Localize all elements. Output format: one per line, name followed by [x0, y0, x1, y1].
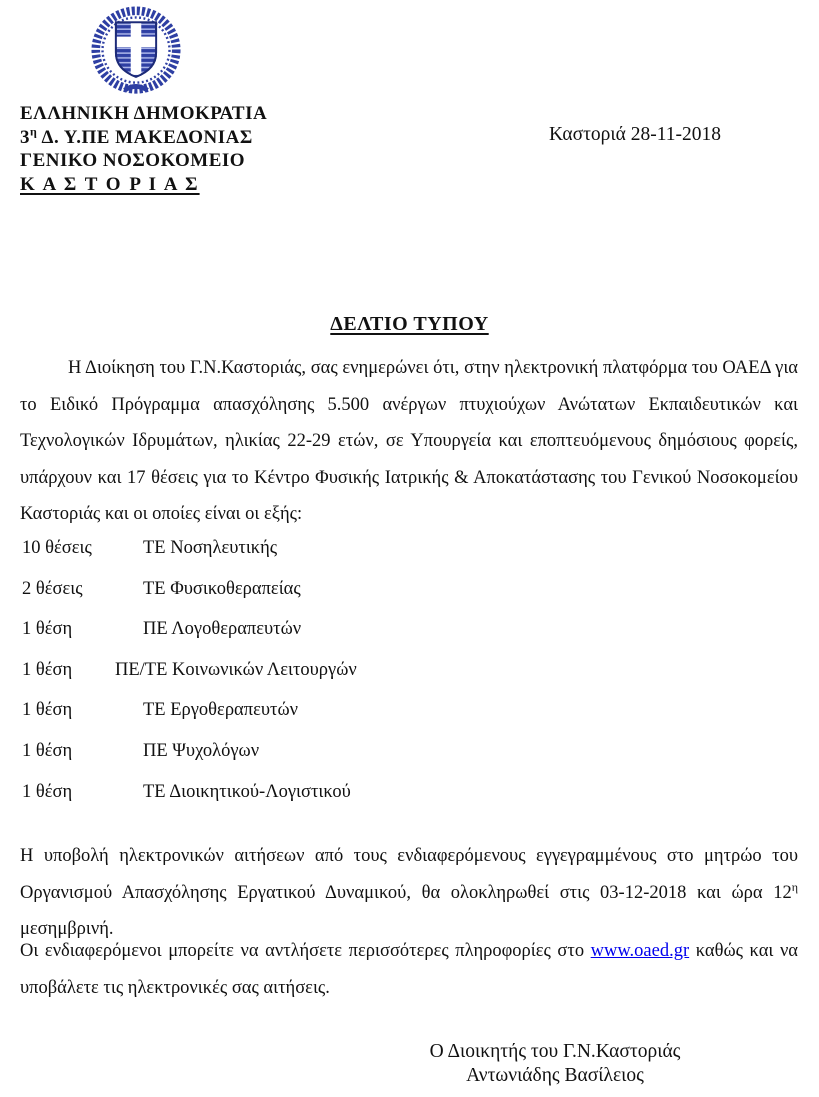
signature-name: Αντωνιάδης Βασίλειος [466, 1064, 644, 1086]
position-specialty: ΤΕ Διοικητικού-Λογιστικού [143, 781, 351, 802]
org-line-general-hospital: ΓΕΝΙΚΟ ΝΟΣΟΚΟΜΕΙΟ [20, 150, 246, 171]
position-row [0, 528, 819, 569]
superscript-eta: η [30, 124, 38, 139]
position-row [0, 569, 819, 610]
oaed-link[interactable]: www.oaed.gr [590, 941, 690, 961]
position-row [0, 690, 819, 731]
position-count: 1 θέση [22, 659, 73, 680]
signature-title: Ο Διοικητής του Γ.Ν.Καστοριάς [429, 1041, 681, 1062]
position-specialty: ΤΕ Νοσηλευτικής [143, 538, 278, 558]
document-title: ΔΕΛΤΙΟ ΤΥΠΟΥ [330, 313, 489, 335]
position-row [0, 731, 819, 772]
position-count: 1 θέση [22, 781, 73, 802]
position-row [0, 772, 819, 813]
deadline-paragraph: Η υποβολή ηλεκτρονικών αιτήσεων από τους ενδιαφερόμενους εγγεγραμμένους στο μητρώο του Οργανισμού Απασχόλησης Εργατικού Δυναμικού, θα ολοκληρωθεί στις 03-12-2018 και ώρα $12^\eta$ μεσημβρινή. [20, 846, 798, 939]
info-paragraph: Οι ενδιαφερόμενοι μπορείτε να αντλήσετε περισσότερες πληροφορίες στο www.oaed.gr καθώς και να υποβάλετε τις ηλεκτρονικές σας αιτήσεις. [20, 941, 799, 998]
intro-paragraph: Η Διοίκηση του Γ.Ν.Καστοριάς, σας ενημερώνει ότι, στην ηλεκτρονική πλατφόρμα του ΟΑΕΔ για το Ειδικό Πρόγραμμα απασχόλησης 5.500 ανέργων πτυχιούχων Ανώτατων Εκπαιδευτικών και Τεχνολογικών Ιδρυμάτων, ηλικίας 22-29 ετών, σε Υπουργεία και εποπτευόμενους δημόσιους φορείς, υπάρχουν και 17 θέσεις για το Κέντρο Φυσικής Ιατρικής & Αποκατάστασης του Γενικού Νοσοκομείου Καστοριάς και οι οποίες είναι οι εξής: [20, 358, 798, 524]
position-count: 2 θέσεις [22, 578, 83, 599]
position-specialty: ΠΕ Ψυχολόγων [143, 740, 260, 761]
position-specialty: ΠΕ/ΤΕ Κοινωνικών Λειτουργών [115, 659, 357, 680]
position-row [0, 650, 819, 691]
greek-coat-of-arms-icon [88, 6, 184, 96]
positions-list [0, 528, 819, 812]
position-specialty: ΤΕ Εργοθεραπευτών [143, 700, 298, 721]
org-line-kastorias: Κ Α Σ Τ Ο Ρ Ι Α Σ [20, 173, 200, 195]
position-specialty: ΤΕ Φυσικοθεραπείας [143, 578, 301, 599]
position-count: 1 θέση [22, 619, 73, 640]
org-line-health-region: $3^\eta$ Δ. Υ.ΠΕ ΜΑΚΕΔΟΝΙΑΣ [20, 124, 253, 148]
position-specialty: ΠΕ Λογοθεραπευτών [143, 619, 302, 640]
position-count: 1 θέση [22, 740, 73, 761]
signature-block [355, 1040, 755, 1087]
superscript-eta: η [791, 879, 798, 894]
place-and-date: Καστοριά 28-11-2018 [549, 124, 722, 145]
position-count: 1 θέση [22, 700, 73, 721]
position-row [0, 609, 819, 650]
position-count: 10 θέσεις [22, 538, 92, 558]
org-line-republic: ΕΛΛΗΝΙΚΗ ΔΗΜΟΚΡΑΤΙΑ [20, 103, 268, 124]
letterhead [20, 102, 267, 196]
